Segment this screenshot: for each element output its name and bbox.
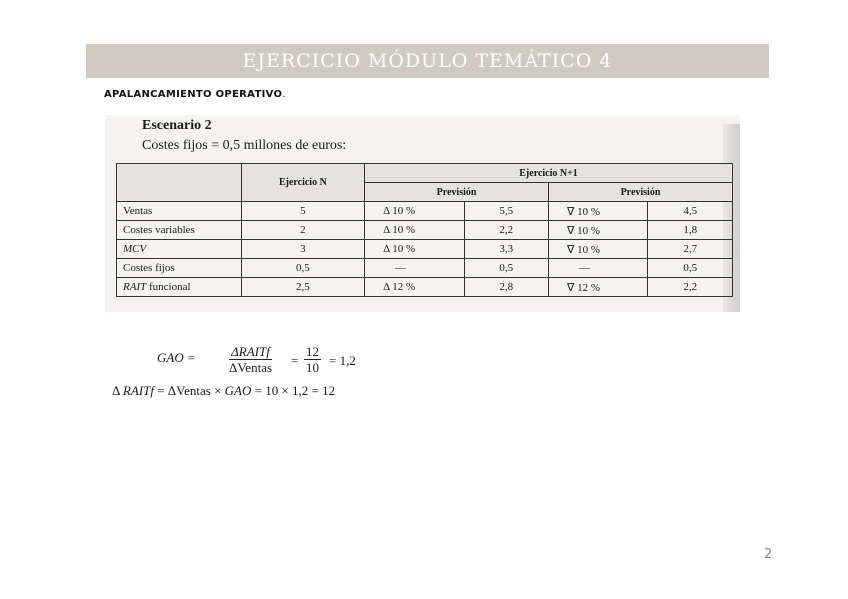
header-prevision-2: Previsión bbox=[549, 183, 733, 202]
rait-formula bbox=[112, 383, 335, 399]
cell-delta-1: Δ 12 % bbox=[365, 278, 464, 297]
fraction-denominator: 10 bbox=[306, 360, 319, 375]
header-blank bbox=[117, 164, 242, 202]
table-row bbox=[117, 240, 733, 259]
page-number: 2 bbox=[764, 547, 773, 562]
cell-value-2: 1,8 bbox=[648, 221, 733, 240]
fraction-denominator: ΔVentas bbox=[229, 360, 273, 375]
cell-value-1: 3,3 bbox=[464, 240, 549, 259]
subtitle-dot: . bbox=[282, 89, 286, 100]
cell-delta-2: ∇ 10 % bbox=[549, 221, 648, 240]
cell-delta-1: — bbox=[365, 259, 464, 278]
cell-value-1: 2,2 bbox=[464, 221, 549, 240]
cell-value-2: 2,2 bbox=[648, 278, 733, 297]
cell-value-1: 0,5 bbox=[464, 259, 549, 278]
cell-value-2: 2,7 bbox=[648, 240, 733, 259]
cell-value-1: 2,8 bbox=[464, 278, 549, 297]
cell-n: 0,5 bbox=[241, 259, 364, 278]
slide-title: EJERCICIO MÓDULO TEMÁTICO 4 bbox=[242, 50, 613, 72]
rait-part-2: RAITf bbox=[122, 383, 154, 398]
cell-delta-1: Δ 10 % bbox=[365, 221, 464, 240]
gao-label: GAO = bbox=[157, 350, 196, 365]
row-label: Costes variables bbox=[117, 221, 242, 240]
gao-fraction-2 bbox=[304, 344, 321, 375]
cell-delta-1: Δ 10 % bbox=[365, 240, 464, 259]
table-row bbox=[117, 278, 733, 297]
rait-part-4: GAO bbox=[224, 383, 252, 398]
cell-n: 5 bbox=[241, 202, 364, 221]
table-row bbox=[117, 259, 733, 278]
gao-equals: = bbox=[291, 353, 299, 368]
leverage-table bbox=[116, 163, 733, 297]
cell-delta-2: ∇ 12 % bbox=[549, 278, 648, 297]
subtitle-text: APALANCAMIENTO OPERATIVO bbox=[104, 89, 283, 100]
rait-part-1: Δ bbox=[112, 383, 123, 398]
cell-value-2: 0,5 bbox=[648, 259, 733, 278]
rait-part-5: = 10 × 1,2 = 12 bbox=[251, 383, 336, 398]
scenario-heading: Escenario 2 bbox=[142, 118, 212, 133]
rait-part-3: = ΔVentas × bbox=[153, 383, 225, 398]
cell-delta-2: — bbox=[549, 259, 648, 278]
gao-fraction-1 bbox=[229, 344, 272, 375]
header-ejercicio-n1: Ejercicio N+1 bbox=[365, 164, 733, 183]
header-prevision-1: Previsión bbox=[365, 183, 549, 202]
cell-delta-2: ∇ 10 % bbox=[549, 240, 648, 259]
table-header-row bbox=[117, 164, 733, 183]
cell-value-1: 5,5 bbox=[464, 202, 549, 221]
row-label: Ventas bbox=[117, 202, 242, 221]
row-label bbox=[117, 278, 242, 297]
table-row bbox=[117, 221, 733, 240]
row-label-rest: funcional bbox=[146, 281, 191, 293]
cell-value-2: 4,5 bbox=[648, 202, 733, 221]
cell-delta-1: Δ 10 % bbox=[365, 202, 464, 221]
cell-delta-2: ∇ 10 % bbox=[549, 202, 648, 221]
fraction-numerator: ΔRAITf bbox=[229, 344, 272, 360]
table-row bbox=[117, 202, 733, 221]
row-label: MCV bbox=[117, 240, 242, 259]
fixed-costs-note: Costes fijos = 0,5 millones de euros: bbox=[142, 138, 347, 153]
row-label: Costes fijos bbox=[117, 259, 242, 278]
header-ejercicio-n: Ejercicio N bbox=[241, 164, 364, 202]
slide-title-bar bbox=[86, 44, 769, 78]
section-subtitle bbox=[104, 89, 286, 100]
row-label-italic: RAIT bbox=[123, 281, 147, 293]
cell-n: 2 bbox=[241, 221, 364, 240]
fraction-numerator: 12 bbox=[306, 344, 319, 359]
cell-n: 2,5 bbox=[241, 278, 364, 297]
gao-result: = 1,2 bbox=[329, 353, 356, 368]
cell-n: 3 bbox=[241, 240, 364, 259]
